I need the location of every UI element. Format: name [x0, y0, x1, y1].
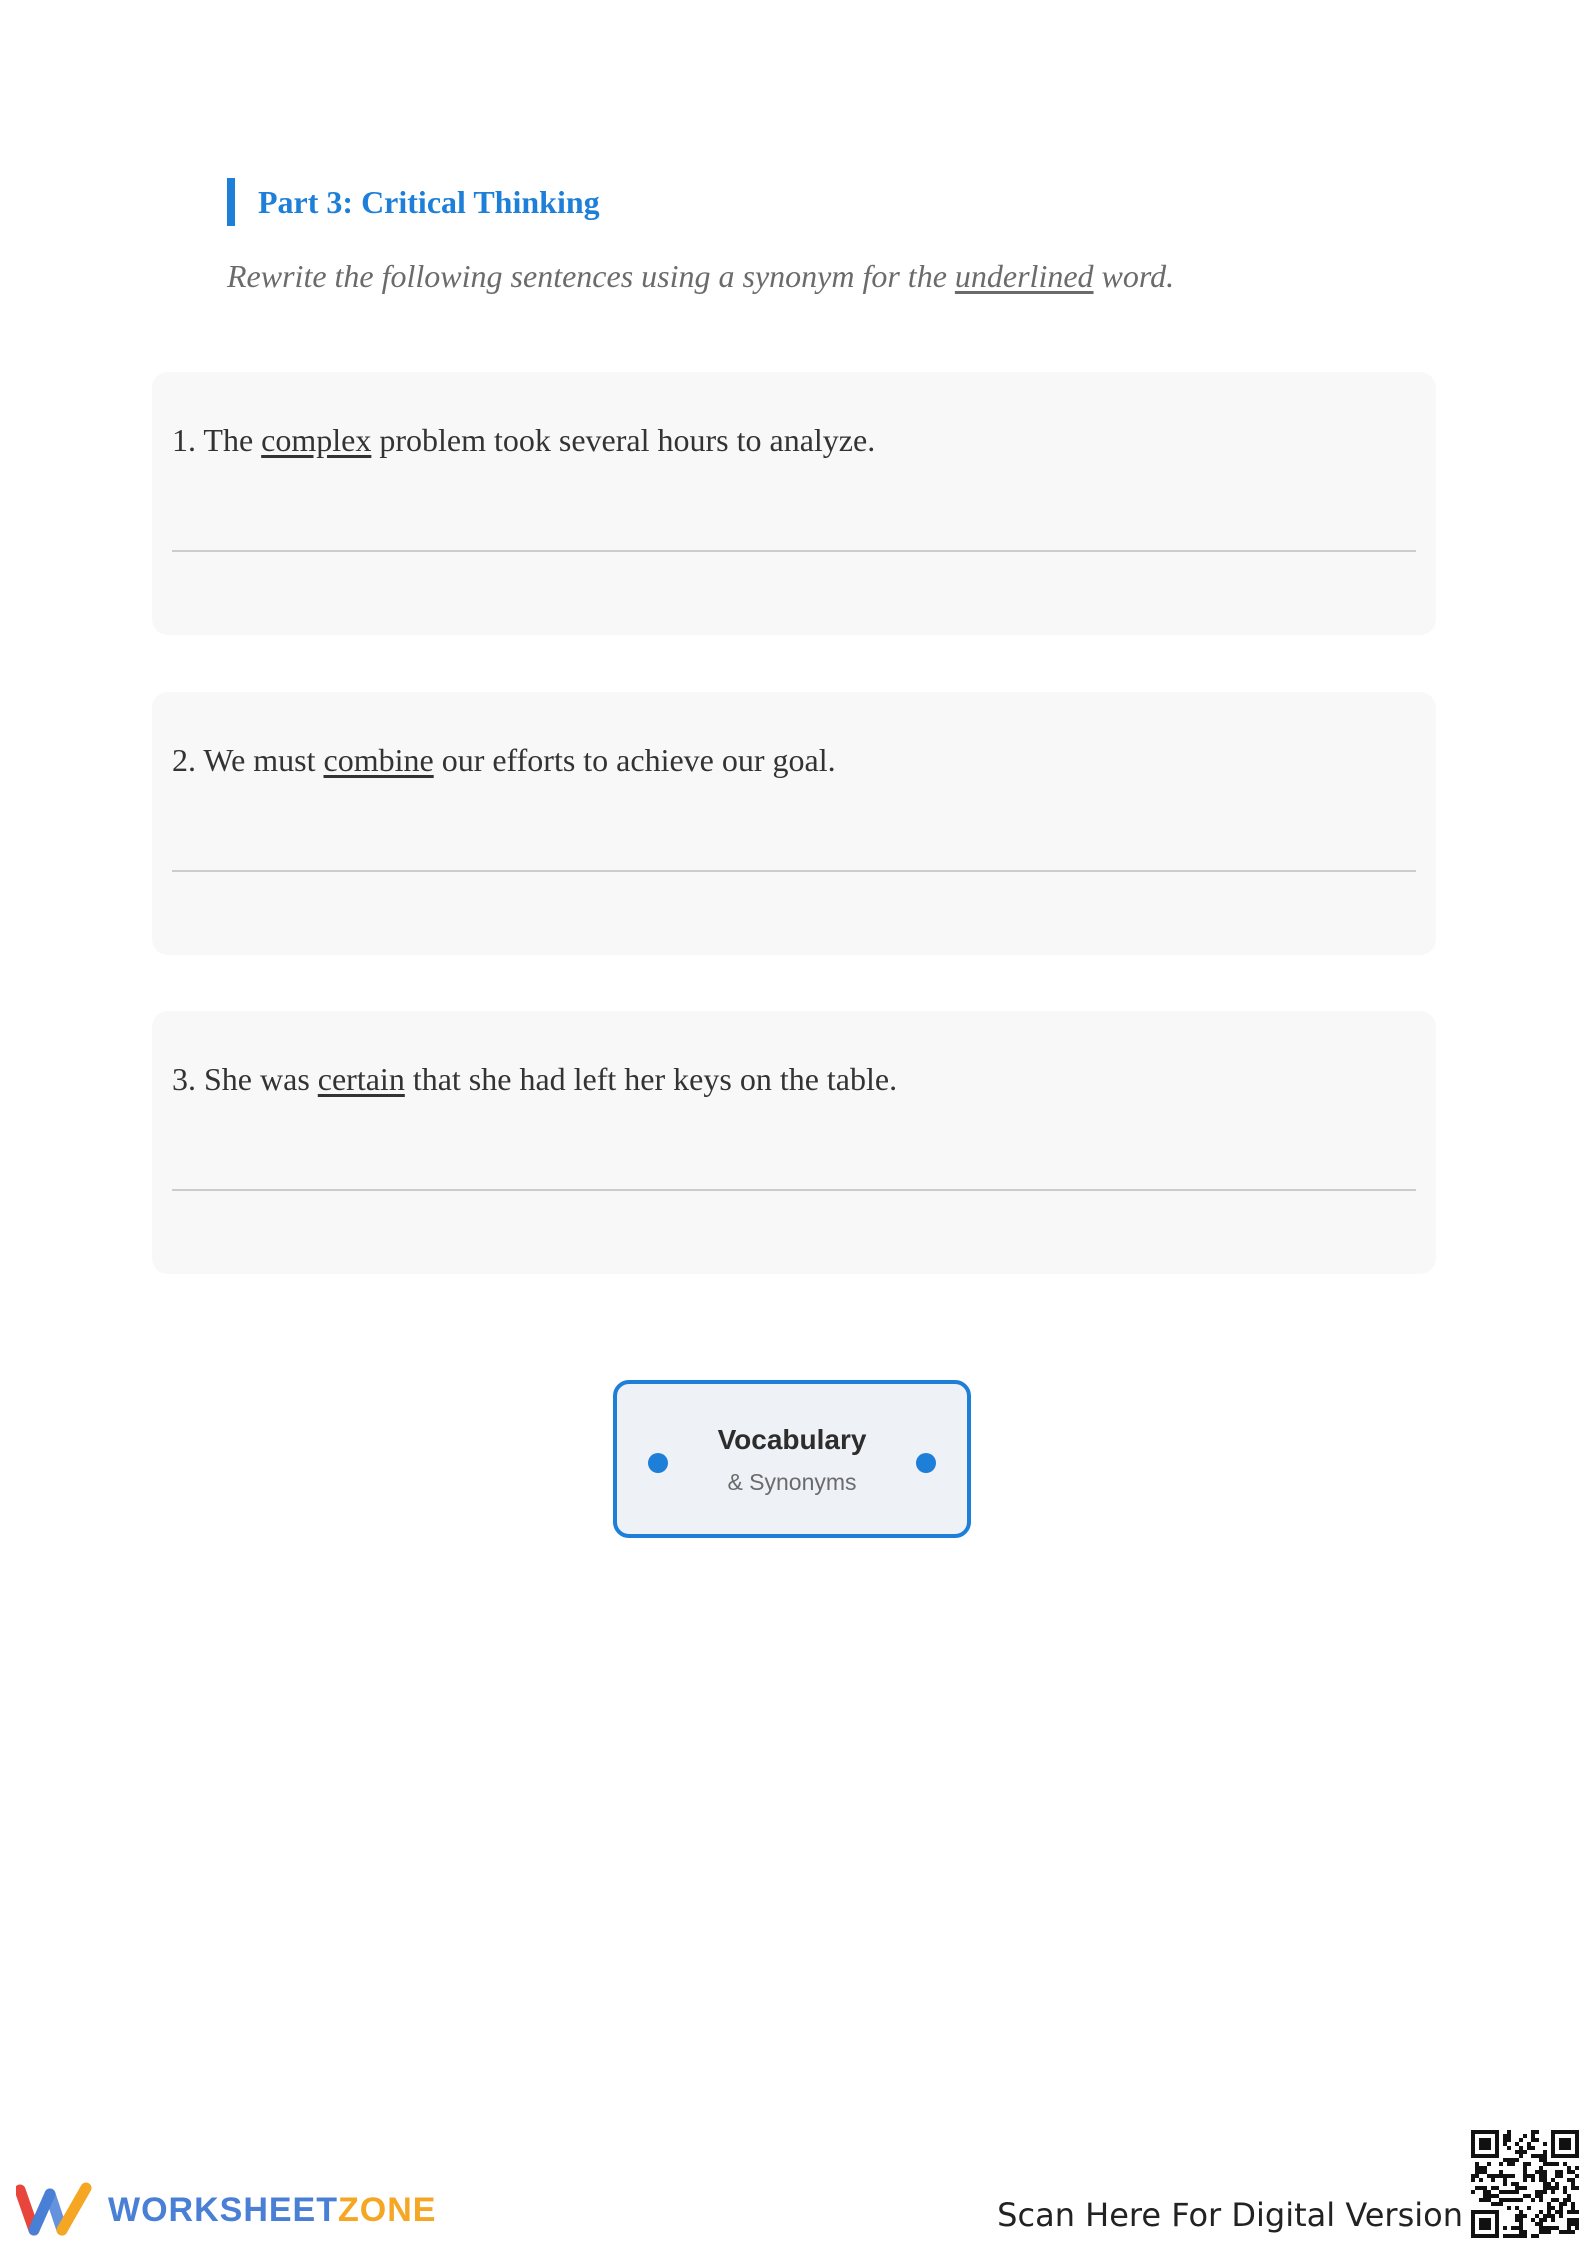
scan-text: Scan Here For Digital Version — [997, 2196, 1463, 2234]
instructions-text-before: Rewrite the following sentences using a synonym for the — [227, 258, 955, 294]
section-title-text: Part 3: Critical Thinking — [258, 183, 600, 220]
question-text-after: that she had left her keys on the table. — [404, 1061, 898, 1097]
logo-wordmark-part2: ZONE — [338, 2190, 437, 2229]
question-underlined-word: complex — [261, 422, 372, 458]
section-title — [227, 178, 600, 226]
instructions-underlined-word: underlined — [954, 258, 1094, 294]
badge-subtitle: & Synonyms — [727, 1469, 857, 1495]
answer-line[interactable] — [172, 1189, 1416, 1191]
question-text-before: 1. The — [172, 422, 262, 458]
topic-badge — [613, 1380, 971, 1538]
question-underlined-word: combine — [323, 742, 434, 778]
question-text — [172, 422, 875, 459]
instructions — [227, 258, 1174, 295]
qr-code-icon[interactable] — [1471, 2130, 1579, 2238]
question-text-after: problem took several hours to analyze. — [371, 422, 876, 458]
question-underlined-word: certain — [317, 1061, 405, 1097]
worksheetzone-logo[interactable] — [16, 2180, 436, 2240]
question-card-1 — [152, 372, 1436, 635]
logo-mark-icon — [16, 2182, 94, 2238]
question-text-before: 2. We must — [172, 742, 324, 778]
answer-line[interactable] — [172, 550, 1416, 552]
answer-line[interactable] — [172, 870, 1416, 872]
question-text-before: 3. She was — [172, 1061, 318, 1097]
question-text — [172, 742, 836, 779]
logo-wordmark — [108, 2191, 436, 2230]
question-card-2 — [152, 692, 1436, 955]
question-card-3 — [152, 1011, 1436, 1274]
instructions-text-after: word. — [1093, 258, 1175, 294]
question-text-after: our efforts to achieve our goal. — [433, 742, 836, 778]
question-text — [172, 1061, 897, 1098]
logo-wordmark-part1: WORKSHEET — [108, 2190, 338, 2229]
badge-title: Vocabulary — [717, 1424, 867, 1455]
